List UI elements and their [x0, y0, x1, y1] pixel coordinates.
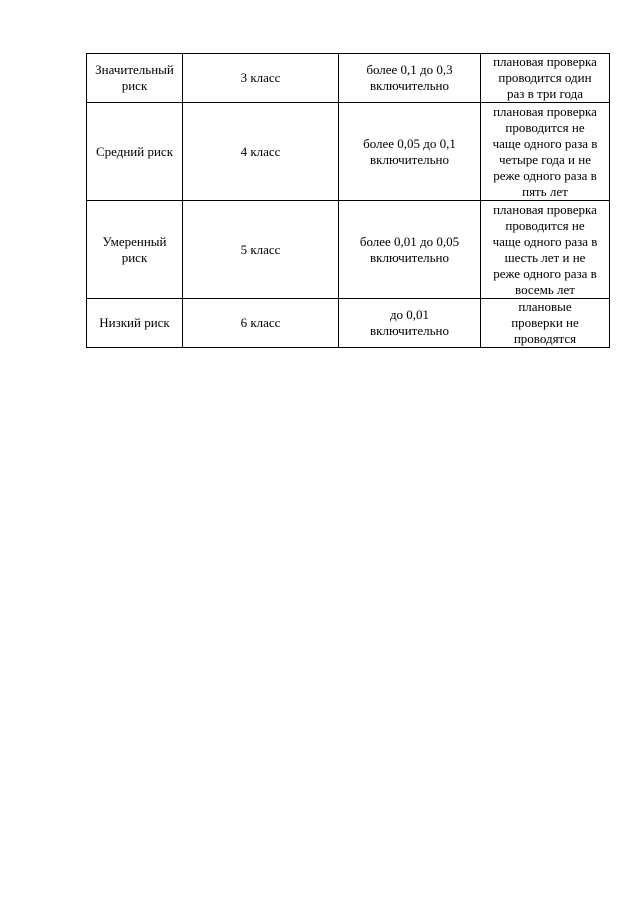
- inspection-frequency-cell: плановая проверка проводится один раз в три года: [481, 54, 610, 103]
- risk-value-range-cell: более 0,1 до 0,3 включительно: [339, 54, 481, 103]
- inspection-frequency-cell: плановая проверка проводится не чаще одного раза в четыре года и не реже одного раза в пять лет: [481, 103, 610, 201]
- risk-category-table: [86, 53, 610, 348]
- risk-category-cell: Средний риск: [87, 103, 183, 201]
- table-row: [87, 103, 610, 201]
- inspection-frequency-cell: плановые проверки не проводятся: [481, 299, 610, 348]
- risk-value-range-cell: более 0,05 до 0,1 включительно: [339, 103, 481, 201]
- risk-category-cell: Значительный риск: [87, 54, 183, 103]
- table-row: [87, 54, 610, 103]
- table-row: [87, 299, 610, 348]
- hazard-class-cell: 5 класс: [183, 201, 339, 299]
- hazard-class-cell: 4 класс: [183, 103, 339, 201]
- inspection-frequency-cell: плановая проверка проводится не чаще одного раза в шесть лет и не реже одного раза в восемь лет: [481, 201, 610, 299]
- table-row: [87, 201, 610, 299]
- risk-category-cell: Низкий риск: [87, 299, 183, 348]
- hazard-class-cell: 6 класс: [183, 299, 339, 348]
- risk-value-range-cell: более 0,01 до 0,05 включительно: [339, 201, 481, 299]
- risk-value-range-cell: до 0,01 включительно: [339, 299, 481, 348]
- risk-category-cell: Умеренный риск: [87, 201, 183, 299]
- hazard-class-cell: 3 класс: [183, 54, 339, 103]
